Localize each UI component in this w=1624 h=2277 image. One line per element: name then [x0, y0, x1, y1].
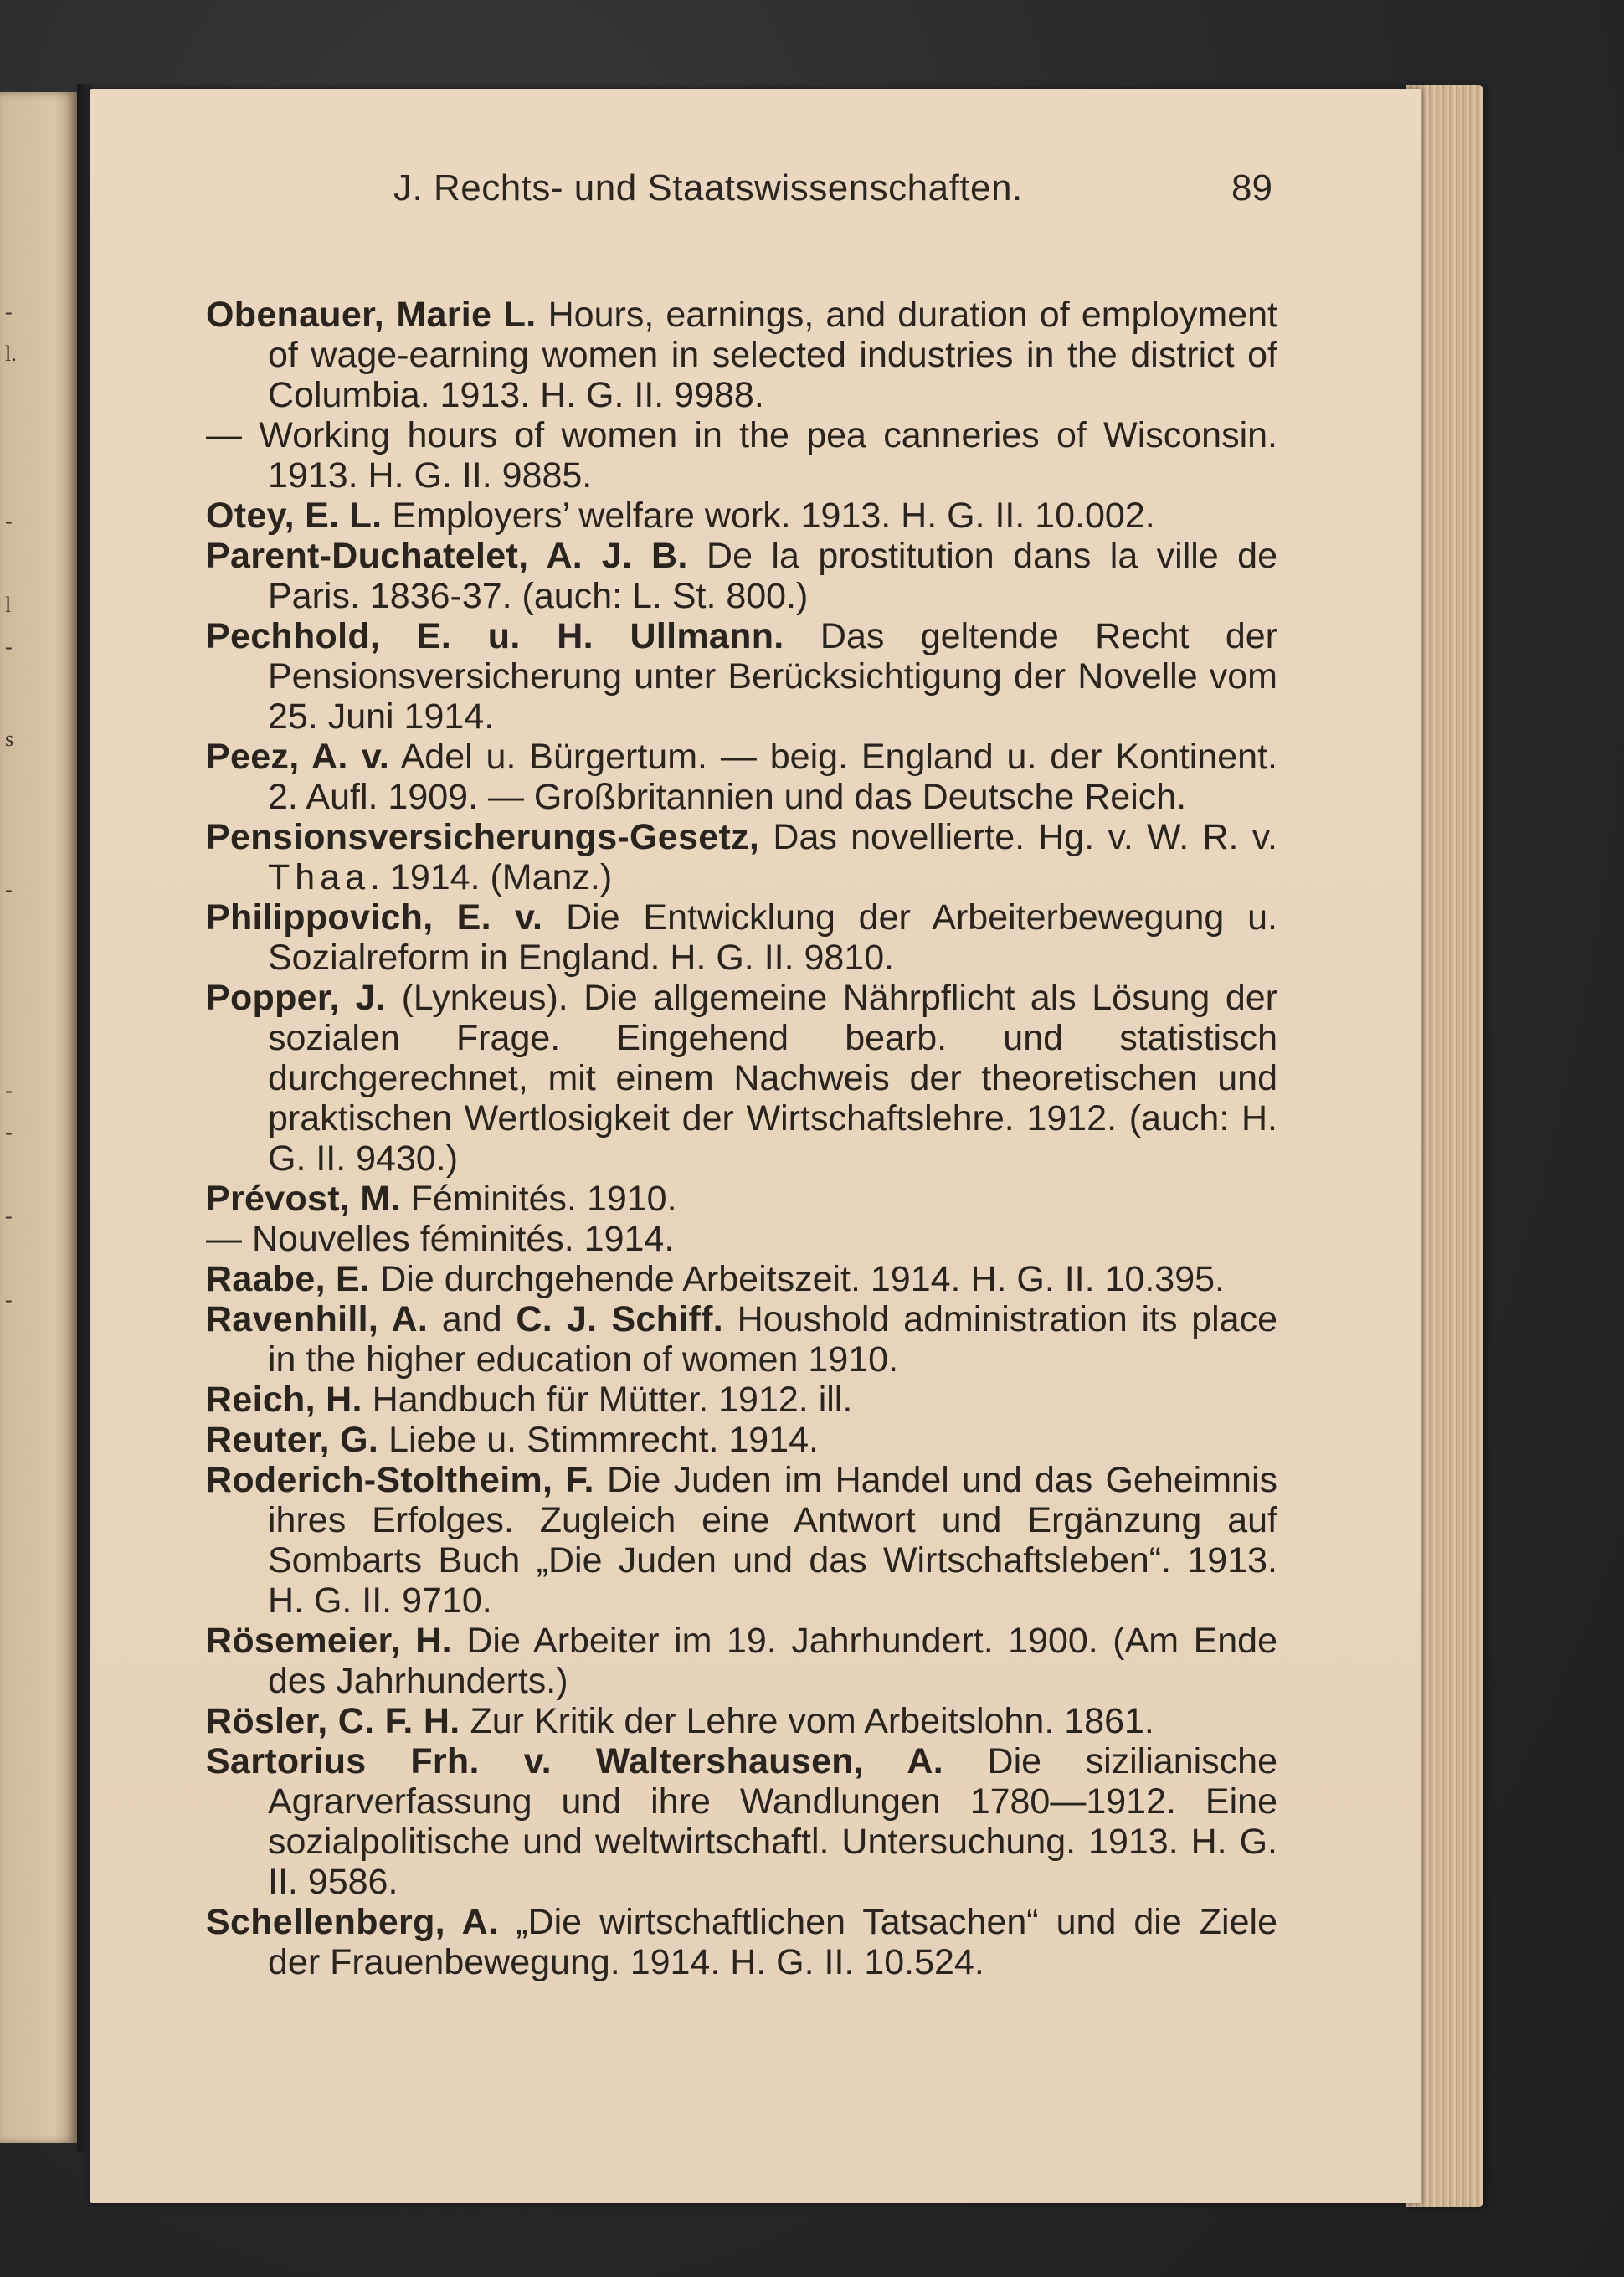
page-number: 89 — [1231, 167, 1272, 208]
entry-text: Hours, earnings, and duration of employment of wage-earning women in selected industries in the district of Columbia. 1913. H. G. II. 9988. — [268, 295, 1277, 415]
bibliography-entry — [206, 616, 1277, 737]
entry-author: Popper, J. — [206, 978, 387, 1018]
entry-author: Parent-Duchatelet, A. J. B. — [206, 536, 688, 576]
left-page-mark: l. — [5, 342, 17, 366]
bibliography-entry — [206, 737, 1277, 817]
bibliography-entry — [206, 536, 1277, 616]
entry-author: Raabe, E. — [206, 1259, 371, 1299]
entry-text: (Lynkeus). Die allgemeine Nährpflicht als Lösung der sozialen Frage. Eingehend bearb. und statistisch durchgerechnet, mit einem Nachweis der theoretischen und praktischen Wertlosigkeit der Wirtschaftslehre. 1912. (auch: H. G. II. 9430.) — [268, 978, 1277, 1179]
left-page-mark: - — [5, 635, 13, 659]
entry-text: and — [428, 1299, 516, 1339]
left-page-mark: - — [5, 509, 13, 533]
entry-spaced-name: Thaa — [268, 857, 371, 897]
entry-author: Reich, H. — [206, 1380, 362, 1420]
bibliography-entry — [206, 1299, 1277, 1380]
entry-text: Handbuch für Mütter. 1912. ill. — [362, 1380, 853, 1420]
entry-author: Philippovich, E. v. — [206, 897, 543, 938]
bibliography-entry — [206, 1621, 1277, 1701]
entry-text: Die Juden im Handel und das Geheimnis ihres Erfolges. Zugleich eine Antwort und Ergänzung auf Sombarts Buch „Die Juden und das Wirtschaftsleben“. 1913. H. G. II. 9710. — [268, 1460, 1277, 1621]
entry-author: Obenauer, Marie L. — [206, 295, 537, 335]
entry-text: Adel u. Bürgertum. — beig. England u. der Kontinent. 2. Aufl. 1909. — Großbritannien und das Deutsche Reich. — [268, 737, 1277, 817]
entry-text: „Die wirtschaftlichen Tatsachen“ und die Ziele der Frauenbewegung. 1914. H. G. II. 10.524. — [268, 1902, 1277, 1982]
entry-author: Reuter, G. — [206, 1420, 379, 1460]
bibliography-entry — [206, 1219, 1277, 1259]
bibliography-entry — [206, 978, 1277, 1179]
left-page-mark: - — [5, 1120, 13, 1144]
entry-text-after: Houshold administration its place in the higher education of women 1910. — [268, 1299, 1277, 1380]
bibliography-entry — [206, 1741, 1277, 1902]
entry-text-after: . 1914. (Manz.) — [370, 857, 613, 897]
bibliography-entry — [206, 295, 1277, 415]
bibliography-entry — [206, 1701, 1277, 1741]
bibliography-entry — [206, 1460, 1277, 1621]
bibliography-entry — [206, 1902, 1277, 1982]
left-page-mark: - — [5, 1078, 13, 1103]
running-head — [393, 167, 1272, 218]
bibliography-entry — [206, 415, 1277, 496]
entry-author: Schellenberg, A. — [206, 1902, 499, 1942]
left-page-mark: - — [5, 1204, 13, 1228]
entry-author: Pechhold, E. u. H. Ullmann. — [206, 616, 784, 656]
entry-text: Die durchgehende Arbeitszeit. 1914. H. G. II. 10.395. — [370, 1259, 1225, 1299]
entry-author: Otey, E. L. — [206, 496, 383, 536]
left-page-mark: l — [5, 593, 12, 617]
entry-author: Sartorius Frh. v. Waltershausen, A. — [206, 1741, 943, 1781]
bibliography-entry — [206, 1259, 1277, 1299]
entry-text: Die Entwicklung der Arbeiterbewegung u. Sozialreform in England. H. G. II. 9810. — [268, 897, 1277, 978]
left-page-mark: - — [5, 1288, 13, 1312]
entry-text: Féminités. 1910. — [400, 1179, 677, 1219]
entry-text: — Nouvelles féminités. 1914. — [206, 1219, 675, 1259]
entry-text: Das geltende Recht der Pensionsversicherung unter Berücksichtigung der Novelle vom 25. Juni 1914. — [268, 616, 1277, 737]
bibliography-entry — [206, 1420, 1277, 1460]
entry-text: Die sizilianische Agrarverfassung und ihre Wandlungen 1780—1912. Eine sozialpolitische und weltwirtschaftl. Untersuchung. 1913. H. G. II. 9586. — [268, 1741, 1278, 1902]
entry-author: Pensionsversicherungs-Gesetz, — [206, 817, 760, 857]
bibliography-entry — [206, 1179, 1277, 1219]
left-page-mark: s — [5, 727, 14, 751]
entry-author: Prévost, M. — [206, 1179, 401, 1219]
entry-author: Peez, A. v. — [206, 737, 390, 777]
entry-author: Rösler, C. F. H. — [206, 1701, 460, 1741]
entry-author: Roderich-Stoltheim, F. — [206, 1460, 594, 1500]
bibliography-entry — [206, 897, 1277, 978]
entry-text: Liebe u. Stimmrecht. 1914. — [378, 1420, 819, 1460]
left-page-mark: - — [5, 300, 13, 324]
entry-author: Ravenhill, A. — [206, 1299, 429, 1339]
left-page-mark: - — [5, 877, 13, 902]
running-head-title: J. Rechts- und Staatswissenschaften. — [393, 167, 1023, 208]
bibliography-entry — [206, 817, 1277, 897]
bibliography-list — [206, 295, 1277, 1982]
entry-text: Das novellierte. Hg. v. W. R. v. — [759, 817, 1277, 857]
bibliography-entry — [206, 496, 1277, 536]
entry-coauthor: C. J. Schiff. — [516, 1299, 723, 1339]
entry-text: Die Arbeiter im 19. Jahrhundert. 1900. (Am Ende des Jahrhunderts.) — [268, 1621, 1277, 1701]
entry-text: Zur Kritik der Lehre vom Arbeitslohn. 1861. — [460, 1701, 1154, 1741]
entry-text: Employers’ welfare work. 1913. H. G. II. 10.002. — [382, 496, 1155, 536]
left-page-edge — [0, 92, 77, 2143]
entry-text: — Working hours of women in the pea canneries of Wisconsin. 1913. H. G. II. 9885. — [206, 415, 1277, 496]
bibliography-entry — [206, 1380, 1277, 1420]
entry-text: De la prostitution dans la ville de Paris. 1836-37. (auch: L. St. 800.) — [268, 536, 1277, 616]
entry-author: Rösemeier, H. — [206, 1621, 452, 1661]
